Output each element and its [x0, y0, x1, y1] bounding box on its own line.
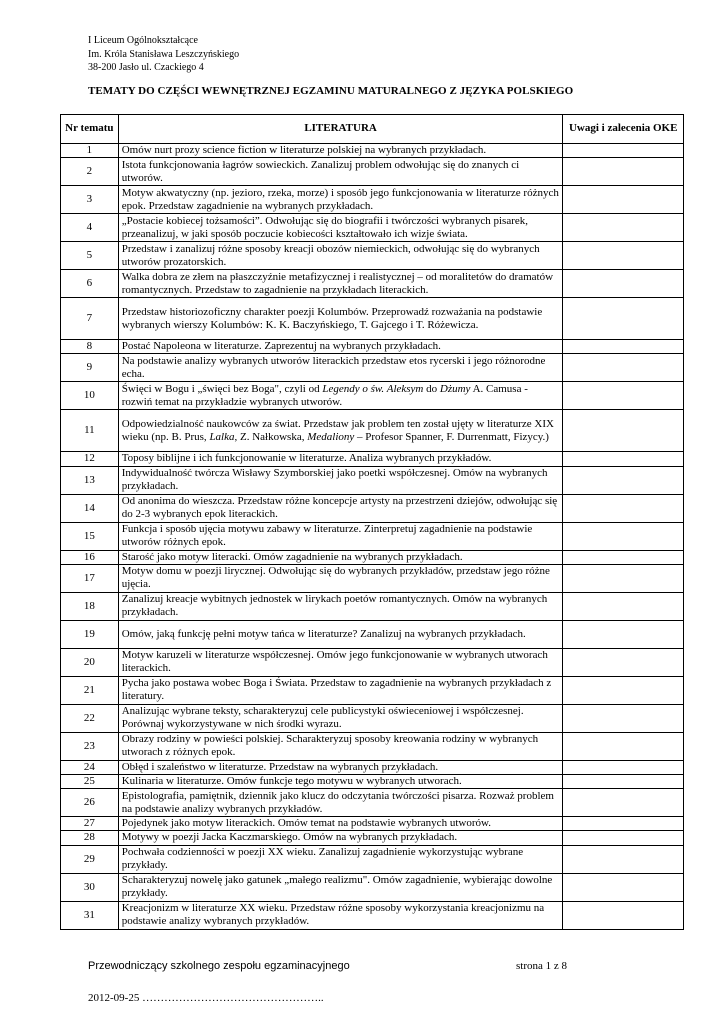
table-row — [61, 298, 684, 340]
topic-text: Pojedynek jako motyw literackich. Omów temat na podstawie wybranych utworów. — [118, 817, 563, 831]
topic-number: 16 — [61, 550, 119, 564]
table-row — [61, 550, 684, 564]
topic-notes-cell — [563, 592, 684, 620]
topic-text: Kulinaria w literaturze. Omów funkcje tego motywu w wybranych utworach. — [118, 775, 563, 789]
table-row — [61, 494, 684, 522]
topic-notes-cell — [563, 214, 684, 242]
topic-text: Funkcja i sposób ujęcia motywu zabawy w literaturze. Zinterpretuj zagadnienie na podstawie utworów różnych epok. — [118, 522, 563, 550]
topic-text: Motyw akwatyczny (np. jezioro, rzeka, morze) i sposób jego funkcjonowania w literaturze różnych epok. Przedstaw zagadnienie na wybranych przykładach. — [118, 186, 563, 214]
topic-notes-cell — [563, 354, 684, 382]
topic-number: 22 — [61, 704, 119, 732]
committee-label: Przewodniczący szkolnego zespołu egzaminacyjnego — [88, 960, 350, 972]
topic-number: 14 — [61, 494, 119, 522]
table-row — [61, 186, 684, 214]
footer-signature-line — [88, 960, 588, 972]
topic-notes-cell — [563, 732, 684, 760]
topic-notes-cell — [563, 775, 684, 789]
topic-text: Święci w Bogu i „święci bez Boga", czyli od Legendy o św. Aleksym do Dżumy A. Camusa - rozwiń temat na przykładzie wybranych utworów. — [118, 382, 563, 410]
table-row — [61, 620, 684, 648]
topic-text: Omów, jaką funkcję pełni motyw tańca w literaturze? Zanalizuj na wybranych przykładach. — [118, 620, 563, 648]
topic-text: Indywidualność twórcza Wisławy Szymborskiej jako poetki współczesnej. Omów na wybranych przykładach. — [118, 466, 563, 494]
topic-notes-cell — [563, 340, 684, 354]
topic-text: Od anonima do wieszcza. Przedstaw różne koncepcje artysty na przestrzeni dziejów, odwołując się do 2-3 wybranych epok literackich. — [118, 494, 563, 522]
topic-number: 27 — [61, 817, 119, 831]
topic-text: Epistolografia, pamiętnik, dziennik jako klucz do odczytania twórczości pisarza. Rozważ problem na podstawie analizy wybranych przykładów. — [118, 789, 563, 817]
topic-text: Istota funkcjonowania łagrów sowieckich. Zanalizuj problem odwołując się do znanych ci utworów. — [118, 158, 563, 186]
topic-text: Walka dobra ze złem na płaszczyźnie metafizycznej i realistycznej – od moralitetów do dramatów romantycznych. Przedstaw to zagadnienie na przykładach literackich. — [118, 270, 563, 298]
topic-notes-cell — [563, 831, 684, 845]
topic-notes-cell — [563, 760, 684, 774]
topic-number: 11 — [61, 410, 119, 452]
table-row — [61, 522, 684, 550]
topic-number: 2 — [61, 158, 119, 186]
topic-text: „Postacie kobiecej tożsamości”. Odwołując się do biografii i twórczości wybranych pisarek, przeanalizuj, w jaki sposób poczucie kobiecości kształtowało ich wizje świata. — [118, 214, 563, 242]
topic-text: Pycha jako postawa wobec Boga i Świata. Przedstaw to zagadnienie na wybranych przykładach z literatury. — [118, 676, 563, 704]
topic-number: 17 — [61, 564, 119, 592]
topic-number: 9 — [61, 354, 119, 382]
table-row — [61, 452, 684, 466]
school-name: I Liceum Ogólnokształcące — [88, 35, 198, 46]
table-row — [61, 676, 684, 704]
topic-notes-cell — [563, 564, 684, 592]
table-row — [61, 817, 684, 831]
topic-notes-cell — [563, 817, 684, 831]
topic-number: 7 — [61, 298, 119, 340]
topic-text: Omów nurt prozy science fiction w literaturze polskiej na wybranych przykładach. — [118, 144, 563, 158]
topic-text: Obrazy rodziny w powieści polskiej. Scharakteryzuj sposoby kreowania rodziny w wybranych utworach z różnych epok. — [118, 732, 563, 760]
topic-notes-cell — [563, 270, 684, 298]
table-row — [61, 760, 684, 774]
table-row — [61, 789, 684, 817]
topic-text: Analizując wybrane teksty, scharakteryzuj cele publicystyki oświeceniowej i współczesnej. Porównaj wykorzystywane w nich środki wyrazu. — [118, 704, 563, 732]
topic-number: 30 — [61, 873, 119, 901]
topic-notes-cell — [563, 845, 684, 873]
topic-notes-cell — [563, 452, 684, 466]
topic-notes-cell — [563, 186, 684, 214]
school-address: 38-200 Jasło ul. Czackiego 4 — [88, 62, 204, 73]
page-number: strona 1 z 8 — [516, 960, 568, 972]
topic-text: Toposy biblijne i ich funkcjonowanie w literaturze. Analiza wybranych przykładów. — [118, 452, 563, 466]
table-row — [61, 214, 684, 242]
table-body — [61, 144, 684, 930]
table-row — [61, 732, 684, 760]
topic-text: Odpowiedzialność naukowców za świat. Przedstaw jak problem ten został ujęty w literaturze XIX wieku (np. B. Prus, Lalka, Z. Nałkowska, Medaliony – Profesor Spanner, F. Durrenmatt, Fizycy.) — [118, 410, 563, 452]
table-row — [61, 354, 684, 382]
table-row — [61, 901, 684, 929]
topic-number: 19 — [61, 620, 119, 648]
topic-number: 1 — [61, 144, 119, 158]
school-patron: Im. Króla Stanisława Leszczyńskiego — [88, 48, 240, 60]
topic-number: 18 — [61, 592, 119, 620]
topic-text: Starość jako motyw literacki. Omów zagadnienie na wybranych przykładach. — [118, 550, 563, 564]
topic-notes-cell — [563, 382, 684, 410]
school-header — [88, 34, 239, 75]
topic-notes-cell — [563, 144, 684, 158]
topic-notes-cell — [563, 789, 684, 817]
topic-text: Postać Napoleona w literaturze. Zaprezentuj na wybranych przykładach. — [118, 340, 563, 354]
table-header-row — [61, 115, 684, 144]
column-header-uwagi: Uwagi i zalecenia OKE — [563, 115, 684, 144]
topic-text: Przedstaw historiozoficzny charakter poezji Kolumbów. Przeprowadź rozważania na podstawie wybranych wierszy Kolumbów: K. K. Baczyńskiego, T. Gajcego i T. Różewicza. — [118, 298, 563, 340]
topic-notes-cell — [563, 466, 684, 494]
topic-text: Motywy w poezji Jacka Kaczmarskiego. Omów na wybranych przykładach. — [118, 831, 563, 845]
topic-notes-cell — [563, 704, 684, 732]
table-row — [61, 242, 684, 270]
topic-number: 10 — [61, 382, 119, 410]
topic-notes-cell — [563, 620, 684, 648]
topic-number: 28 — [61, 831, 119, 845]
topic-number: 20 — [61, 648, 119, 676]
topic-text: Zanalizuj kreacje wybitnych jednostek w lirykach poetów romantycznych. Omów na wybranych przykładach. — [118, 592, 563, 620]
table-row — [61, 845, 684, 873]
topic-text: Motyw domu w poezji lirycznej. Odwołując się do wybranych przykładów, przedstaw jego różne ujęcia. — [118, 564, 563, 592]
topic-text: Kreacjonizm w literaturze XX wieku. Przedstaw różne sposoby wykorzystania kreacjonizmu na podstawie analizy wybranych przykładów. — [118, 901, 563, 929]
topic-notes-cell — [563, 550, 684, 564]
topic-notes-cell — [563, 410, 684, 452]
column-header-literatura: LITERATURA — [118, 115, 563, 144]
topic-notes-cell — [563, 873, 684, 901]
table-row — [61, 158, 684, 186]
column-header-nr: Nr tematu — [61, 115, 119, 144]
table-row — [61, 382, 684, 410]
table-row — [61, 648, 684, 676]
topic-number: 5 — [61, 242, 119, 270]
table-row — [61, 410, 684, 452]
topic-number: 29 — [61, 845, 119, 873]
table-row — [61, 466, 684, 494]
topic-number: 4 — [61, 214, 119, 242]
topic-number: 23 — [61, 732, 119, 760]
topic-notes-cell — [563, 298, 684, 340]
page-title: TEMATY DO CZĘŚCI WEWNĘTRZNEJ EGZAMINU MATURALNEGO Z JĘZYKA POLSKIEGO — [88, 85, 574, 97]
topic-text: Pochwała codzienności w poezji XX wieku. Zanalizuj zagadnienie wykorzystując wybrane przykłady. — [118, 845, 563, 873]
topic-number: 25 — [61, 775, 119, 789]
topic-notes-cell — [563, 522, 684, 550]
table-row — [61, 144, 684, 158]
topic-number: 24 — [61, 760, 119, 774]
table-row — [61, 704, 684, 732]
date-line: 2012-09-25 ………………………………………….. — [88, 992, 324, 1004]
table-row — [61, 775, 684, 789]
table-row — [61, 831, 684, 845]
topic-text: Motyw karuzeli w literaturze współczesnej. Omów jego funkcjonowanie w wybranych utworach literackich. — [118, 648, 563, 676]
table-row — [61, 270, 684, 298]
topic-number: 26 — [61, 789, 119, 817]
topic-text: Obłęd i szaleństwo w literaturze. Przedstaw na wybranych przykładach. — [118, 760, 563, 774]
topic-text: Na podstawie analizy wybranych utworów literackich przedstaw etos rycerski i jego różnorodne echa. — [118, 354, 563, 382]
topic-number: 6 — [61, 270, 119, 298]
topic-number: 12 — [61, 452, 119, 466]
topic-notes-cell — [563, 494, 684, 522]
topic-notes-cell — [563, 676, 684, 704]
topics-table — [60, 114, 684, 930]
topic-text: Przedstaw i zanalizuj różne sposoby kreacji obozów niemieckich, odwołując się do wybranych utworów prozatorskich. — [118, 242, 563, 270]
table-row — [61, 873, 684, 901]
topic-number: 15 — [61, 522, 119, 550]
topic-notes-cell — [563, 242, 684, 270]
topic-number: 3 — [61, 186, 119, 214]
topic-notes-cell — [563, 648, 684, 676]
topic-number: 13 — [61, 466, 119, 494]
topic-number: 8 — [61, 340, 119, 354]
table-row — [61, 340, 684, 354]
table-row — [61, 592, 684, 620]
topic-number: 31 — [61, 901, 119, 929]
topic-text: Scharakteryzuj nowelę jako gatunek „małego realizmu". Omów zagadnienie, wybierając dowolne przykłady. — [118, 873, 563, 901]
topic-notes-cell — [563, 158, 684, 186]
topic-notes-cell — [563, 901, 684, 929]
topic-number: 21 — [61, 676, 119, 704]
table-row — [61, 564, 684, 592]
